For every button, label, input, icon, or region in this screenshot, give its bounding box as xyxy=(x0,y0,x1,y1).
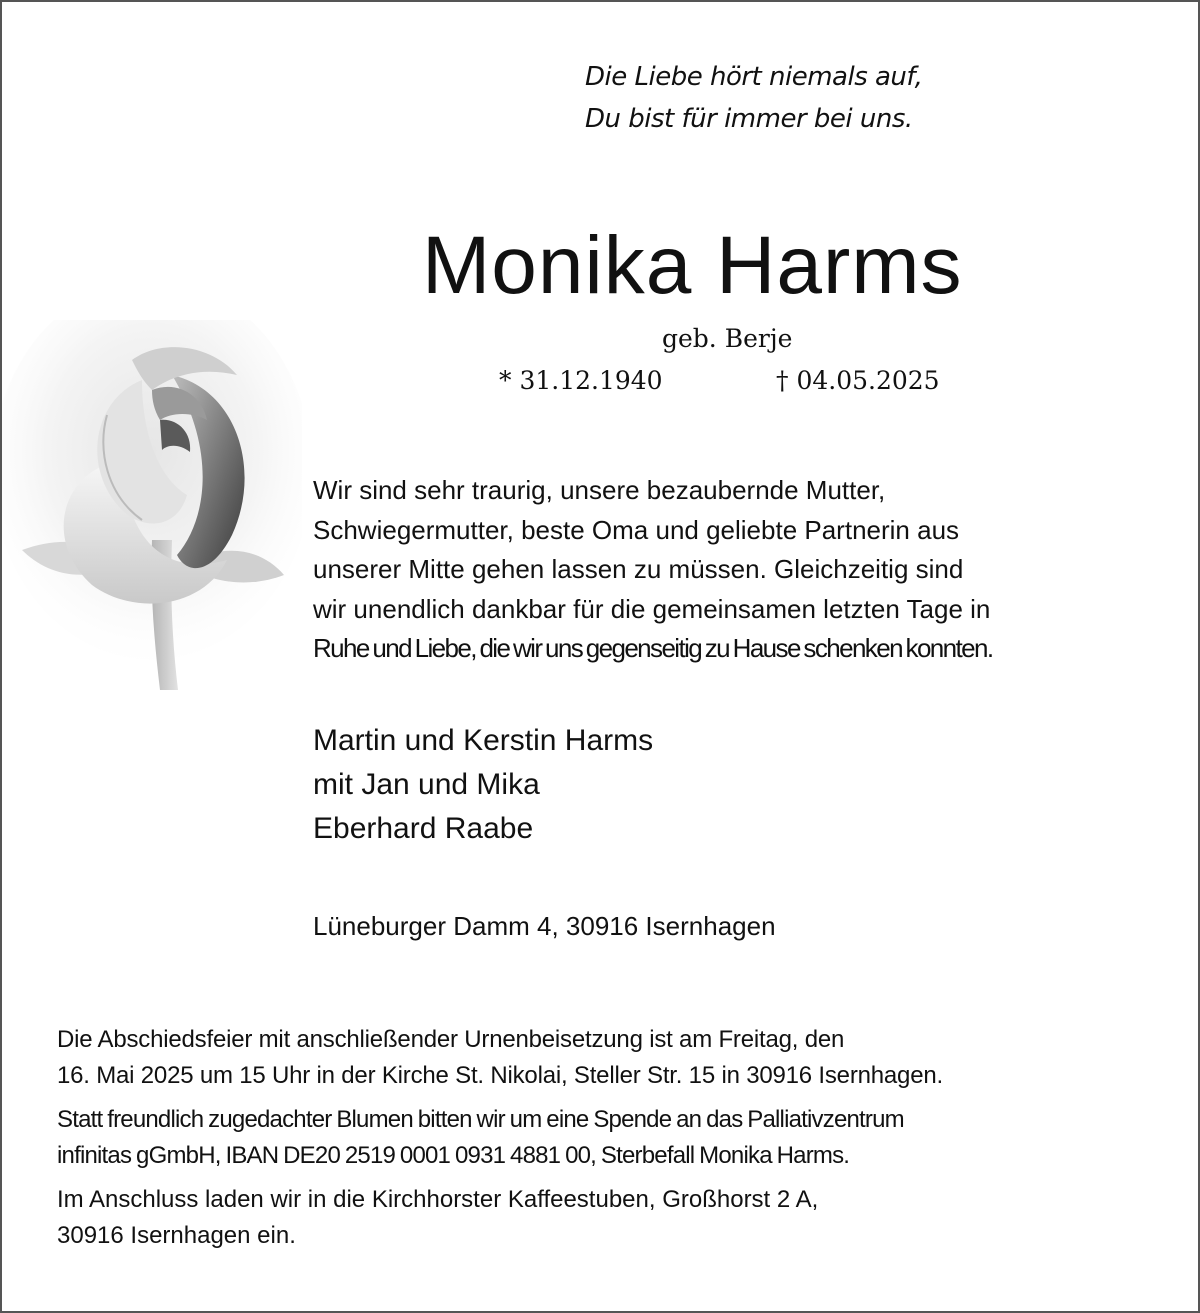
note-line: Im Anschluss laden wir in die Kirchhorster Kaffeestuben, Großhorst 2 A, xyxy=(57,1186,819,1213)
ceremony-note xyxy=(57,1022,1167,1094)
reception-note xyxy=(57,1182,1167,1254)
message-line: Ruhe und Liebe, die wir uns gegenseitig zu Hause schenken konnten. xyxy=(313,633,993,664)
born-name: geb. Berje xyxy=(662,324,793,353)
message-line: unserer Mitte gehen lassen zu müssen. Gleichzeitig sind xyxy=(313,554,964,585)
motto-line-2: Du bist für immer bei uns. xyxy=(585,104,913,134)
funeral-notes xyxy=(57,1022,1167,1262)
message-line: Wir sind sehr traurig, unsere bezaubernde Mutter, xyxy=(313,475,886,505)
birth-date: * 31.12.1940 xyxy=(499,366,663,395)
message-paragraph xyxy=(313,471,1173,669)
note-line: infinitas gGmbH, IBAN DE20 2519 0001 0931 4881 00, Sterbefall Monika Harms. xyxy=(57,1142,850,1169)
note-line: Die Abschiedsfeier mit anschließender Urnenbeisetzung ist am Freitag, den xyxy=(57,1026,845,1053)
message-line: Schwiegermutter, beste Oma und geliebte Partnerin aus xyxy=(313,514,960,545)
note-line: 16. Mai 2025 um 15 Uhr in der Kirche St. Nikolai, Steller Str. 15 in 30916 Isernhagen. xyxy=(57,1062,943,1089)
deceased-name: Monika Harms xyxy=(422,220,963,311)
family-address: Lüneburger Damm 4, 30916 Isernhagen xyxy=(313,911,776,941)
note-line: Statt freundlich zugedachter Blumen bitten wir um eine Spende an das Palliativzentrum xyxy=(57,1106,904,1133)
rose-icon xyxy=(2,320,302,690)
mourner-line: Martin und Kerstin Harms xyxy=(313,724,654,757)
donation-note xyxy=(57,1102,1167,1174)
motto-quote xyxy=(585,56,922,140)
motto-line-1: Die Liebe hört niemals auf, xyxy=(585,62,923,92)
mourner-line: Eberhard Raabe xyxy=(313,812,534,845)
mourner-line: mit Jan und Mika xyxy=(313,768,540,801)
message-line: wir unendlich dankbar für die gemeinsamen letzten Tage in xyxy=(313,593,991,624)
death-date: † 04.05.2025 xyxy=(776,366,940,395)
note-line: 30916 Isernhagen ein. xyxy=(57,1222,296,1249)
mourners-list xyxy=(313,719,653,851)
